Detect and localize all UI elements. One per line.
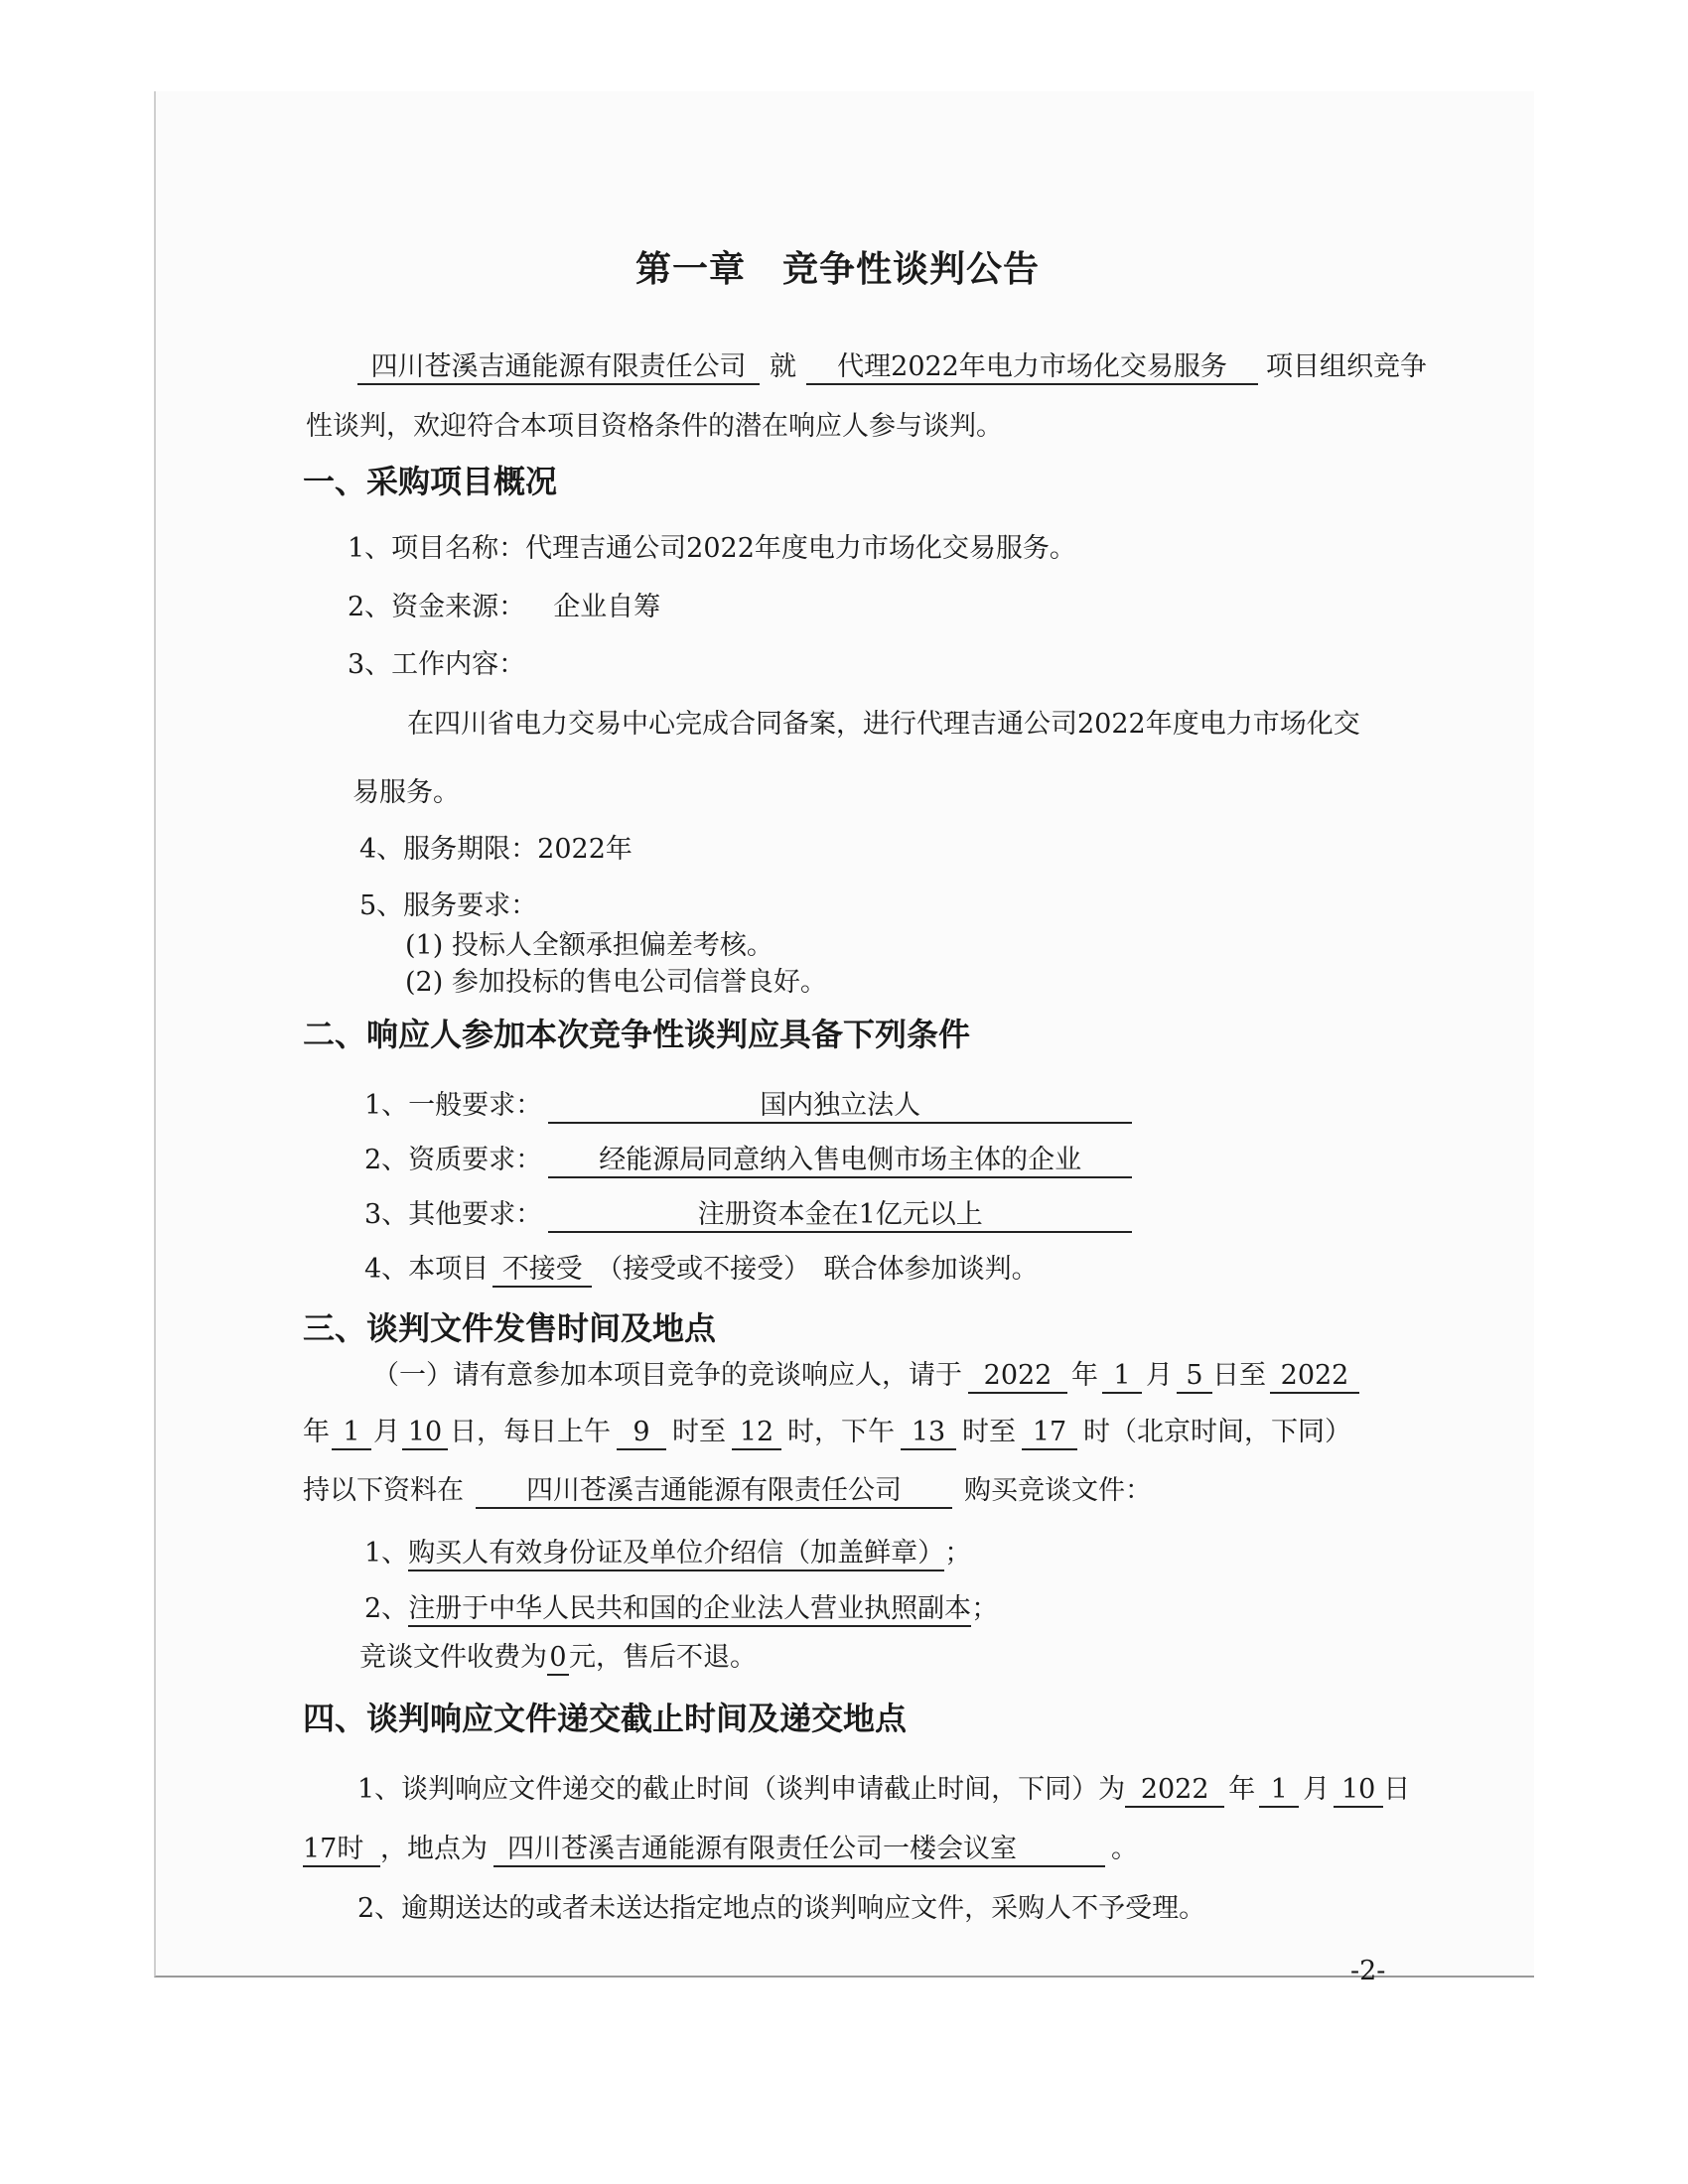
intro-line-1: 四川苍溪吉通能源有限责任公司 就 代理2022年电力市场化交易服务 项目组织竞争 xyxy=(357,349,1427,385)
deadline-line-2: 17时 ，地点为 四川苍溪吉通能源有限责任公司一楼会议室 。 xyxy=(303,1832,1138,1867)
work-content-line-2: 易服务。 xyxy=(352,777,460,808)
section-heading-1: 一、采购项目概况 xyxy=(303,463,558,500)
sale-place: 四川苍溪吉通能源有限责任公司 xyxy=(476,1475,952,1509)
sale-place-line: 持以下资料在 四川苍溪吉通能源有限责任公司 购买竞谈文件： xyxy=(303,1473,1152,1509)
document-fee: 竞谈文件收费为0元，售后不退。 xyxy=(359,1640,757,1676)
project-name: 代理2022年电力市场化交易服务 xyxy=(806,351,1258,385)
requirement-other: 3、其他要求： 注册资本金在1亿元以上 xyxy=(364,1197,1132,1233)
requirement-qualification: 2、资质要求： 经能源局同意纳入售电侧市场主体的企业 xyxy=(364,1143,1132,1178)
section-heading-3: 三、谈判文件发售时间及地点 xyxy=(303,1309,717,1347)
late-submission-item: 2、逾期送达的或者未送达指定地点的谈判响应文件，采购人不予受理。 xyxy=(357,1893,1206,1924)
intro-line-2: 性谈判，欢迎符合本项目资格条件的潜在响应人参与谈判。 xyxy=(306,411,1003,442)
work-content-label: 3、工作内容： xyxy=(348,649,526,680)
consortium-value: 不接受 xyxy=(492,1254,592,1288)
page-title: 第一章 竞争性谈判公告 xyxy=(635,249,1041,290)
qualification-requirement-value: 经能源局同意纳入售电侧市场主体的企业 xyxy=(548,1145,1132,1178)
section-heading-2: 二、响应人参加本次竞争性谈判应具备下列条件 xyxy=(303,1016,971,1053)
deadline-line-1: 1、谈判响应文件递交的截止时间（谈判申请截止时间，下同）为 2022 年 1 月 10 日 xyxy=(357,1772,1410,1808)
sale-time-line-2: 年 1 月 10 日，每日上午 9 时至 12 时，下午 13 时至 17 时（北京时间，下同） xyxy=(303,1415,1351,1450)
service-requirement-1: (1) 投标人全额承担偏差考核。 xyxy=(405,930,774,961)
service-requirement-label: 5、服务要求： xyxy=(359,890,538,921)
service-requirement-2: (2) 参加投标的售电公司信誉良好。 xyxy=(405,967,827,998)
requirement-general: 1、一般要求： 国内独立法人 xyxy=(364,1088,1132,1124)
purchase-document-1: 1、购买人有效身份证及单位介绍信（加盖鲜章）； xyxy=(364,1536,971,1571)
sale-time-line-1: （一）请有意参加本项目竞争的竞谈响应人，请于 2022 年 1 月 5 日至 2022 xyxy=(372,1358,1359,1394)
work-content-line-1: 在四川省电力交易中心完成合同备案，进行代理吉通公司2022年度电力市场化交 xyxy=(407,709,1360,740)
other-requirement-value: 注册资本金在1亿元以上 xyxy=(548,1199,1132,1233)
submission-place: 四川苍溪吉通能源有限责任公司一楼会议室 xyxy=(493,1834,1105,1867)
general-requirement-value: 国内独立法人 xyxy=(548,1090,1132,1124)
company-name: 四川苍溪吉通能源有限责任公司 xyxy=(357,351,760,385)
service-period-item: 4、服务期限：2022年 xyxy=(359,834,633,865)
project-name-item: 1、项目名称：代理吉通公司2022年度电力市场化交易服务。 xyxy=(348,533,1076,564)
requirement-consortium: 4、本项目 不接受 （接受或不接受） 联合体参加谈判。 xyxy=(364,1252,1039,1288)
section-heading-4: 四、谈判响应文件递交截止时间及递交地点 xyxy=(303,1700,908,1737)
page-number: -2- xyxy=(1350,1956,1386,1986)
funding-item: 2、资金来源： 企业自筹 xyxy=(348,592,661,622)
purchase-document-2: 2、注册于中华人民共和国的企业法人营业执照副本； xyxy=(364,1591,998,1627)
